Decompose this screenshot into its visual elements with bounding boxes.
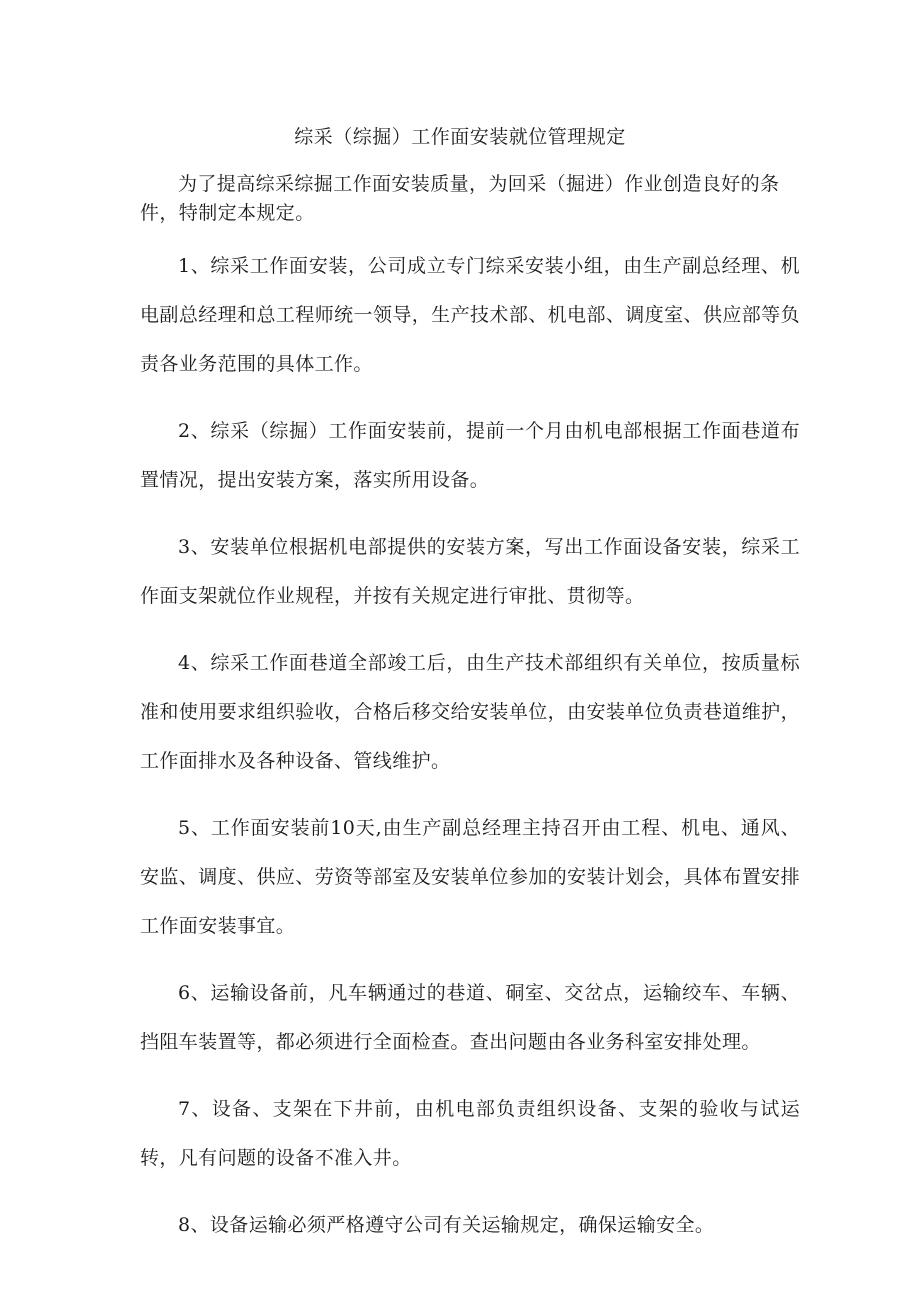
rule-paragraph-4: 4、综采工作面巷道全部竣工后，由生产技术部组织有关单位，按质量标准和使用要求组织验收，合格后移交给安装单位，由安装单位负责巷道维护，工作面排水及各种设备、管线维护。 bbox=[140, 652, 800, 772]
rule-paragraph-7: 7、设备、支架在下井前，由机电部负责组织设备、支架的验收与试运转，凡有问题的设备不准入井。 bbox=[140, 1098, 800, 1169]
rule-paragraph-3: 3、安装单位根据机电部提供的安装方案，写出工作面设备安装，综采工作面支架就位作业规程，并按有关规定进行审批、贯彻等。 bbox=[140, 536, 800, 607]
document-body bbox=[140, 170, 800, 1268]
intro-paragraph: 为了提高综采综掘工作面安装质量，为回采（掘进）作业创造良好的条件，特制定本规定。 bbox=[140, 173, 780, 224]
rule-paragraph-5: 5、工作面安装前10天,由生产副总经理主持召开由工程、机电、通风、安监、调度、供应、劳资等部室及安装单位参加的安装计划会，具体布置安排工作面安装事宜。 bbox=[140, 817, 800, 937]
rule-paragraph-8: 8、设备运输必须严格遵守公司有关运输规定，确保运输安全。 bbox=[178, 1214, 715, 1236]
document-title: 综采（综掘）工作面安装就位管理规定 bbox=[294, 126, 626, 148]
rule-paragraph-2: 2、综采（综掘）工作面安装前，提前一个月由机电部根据工作面巷道布置情况，提出安装方案，落实所用设备。 bbox=[140, 420, 800, 491]
rule-paragraph-6: 6、运输设备前，凡车辆通过的巷道、硐室、交岔点，运输绞车、车辆、挡阻车装置等，都必须进行全面检查。查出问题由各业务科室安排处理。 bbox=[140, 982, 800, 1053]
rule-paragraph-1: 1、综采工作面安装，公司成立专门综采安装小组，由生产副总经理、机电副总经理和总工程师统一领导，生产技术部、机电部、调度室、供应部等负责各业务范围的具体工作。 bbox=[140, 255, 800, 375]
